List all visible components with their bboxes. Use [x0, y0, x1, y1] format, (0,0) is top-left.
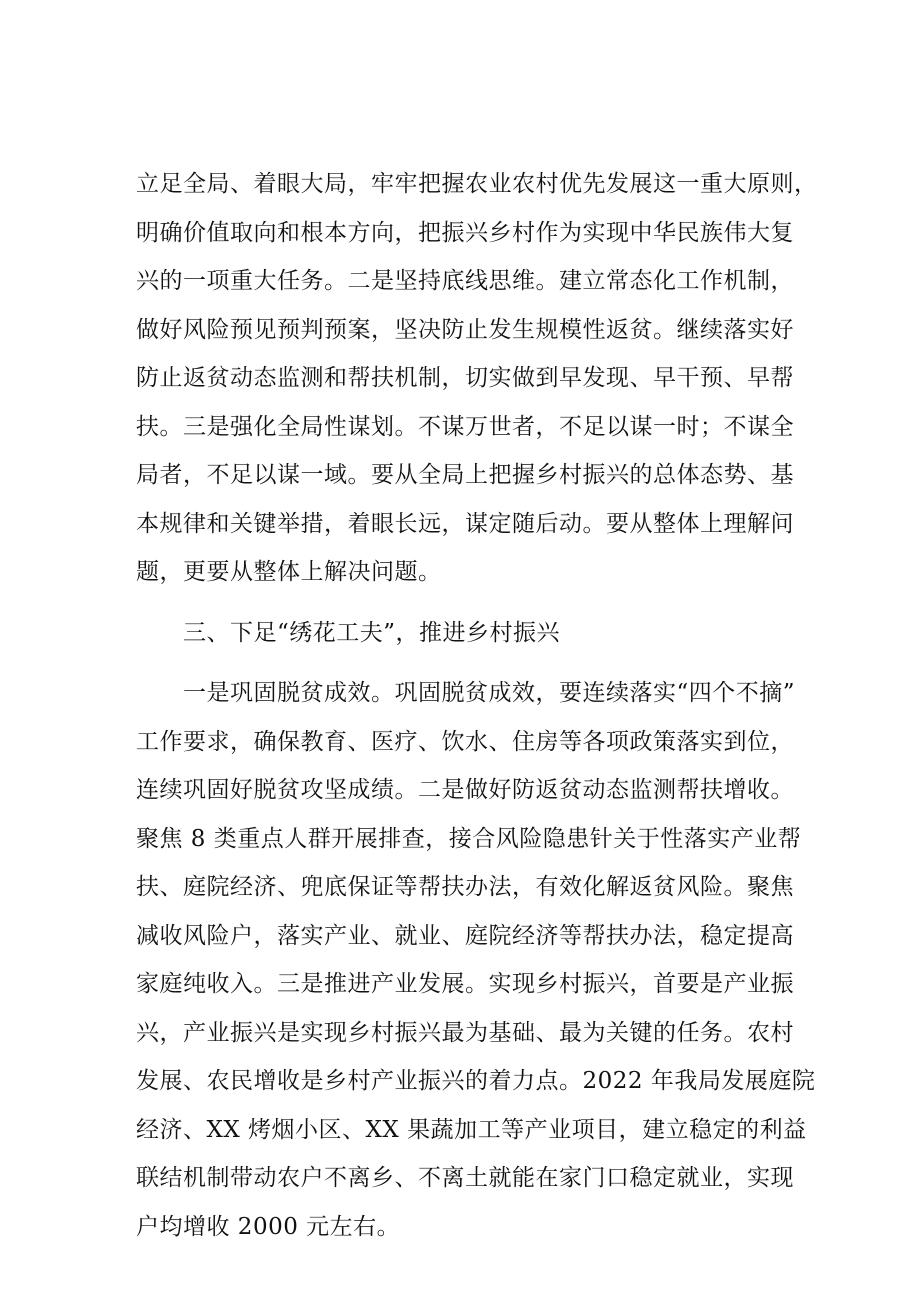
- section-heading: 三、下足“绣花工夫”，推进乡村振兴: [136, 619, 561, 646]
- text-line: 发展、农民增收是乡村产业振兴的着力点。2022 年我局发展庭院: [136, 1068, 816, 1094]
- text-line: 扶、庭院经济、兜底保证等帮扶办法，有效化解返贫风险。聚焦: [136, 874, 794, 900]
- paragraph-spacer: [136, 597, 796, 609]
- text-line: 减收风险户，落实产业、就业、庭院经济等帮扶办法，稳定提高: [136, 922, 794, 949]
- text-line: 联结机制带动农户不离乡、不离土就能在家门口稳定就业，实现: [136, 1165, 794, 1191]
- paragraph-spacer: [136, 657, 796, 669]
- paragraph-1: [136, 160, 818, 597]
- text-line: 本规律和关键举措，着眼长远，谋定随后动。要从整体上理解问: [136, 510, 794, 537]
- text-line: 局者，不足以谋一域。要从全局上把握乡村振兴的总体态势、基: [136, 462, 794, 488]
- paragraph-2: [136, 669, 816, 1251]
- text-line: 家庭纯收入。三是推进产业发展。实现乡村振兴，首要是产业振: [136, 971, 794, 997]
- text-line: 一是巩固脱贫成效。巩固脱贫成效，要连续落实“四个不摘”: [136, 680, 796, 706]
- text-line: 防止返贫动态监测和帮扶机制，切实做到早发现、早干预、早帮: [136, 365, 794, 391]
- text-line: 兴的一项重大任务。二是坚持底线思维。建立常态化工作机制，: [136, 268, 794, 294]
- text-line: 扶。三是强化全局性谋划。不谋万世者，不足以谋一时；不谋全: [136, 413, 794, 440]
- text-line: 做好风险预见预判预案，坚决防止发生规模性返贫。继续落实好: [136, 316, 794, 343]
- text-line: 经济、XX 烤烟小区、XX 果蔬加工等产业项目，建立稳定的利益: [136, 1116, 807, 1143]
- text-line: 兴，产业振兴是实现乡村振兴最为基础、最为关键的任务。农村: [136, 1019, 794, 1046]
- text-line: 明确价值取向和根本方向，把振兴乡村作为实现中华民族伟大复: [136, 219, 794, 246]
- document-body: [136, 160, 818, 1251]
- text-line: 立足全局、着眼大局，牢牢把握农业农村优先发展这一重大原则，: [136, 171, 818, 197]
- text-line: 聚焦 8 类重点人群开展排查，接合风险隐患针关于性落实产业帮: [136, 825, 802, 852]
- text-line: 题，更要从整体上解决问题。: [136, 559, 442, 585]
- text-line: 户均增收 2000 元左右。: [136, 1213, 401, 1240]
- text-line: 工作要求，确保教育、医疗、饮水、住房等各项政策落实到位，: [136, 728, 794, 755]
- text-line: 连续巩固好脱贫攻坚成绩。二是做好防返贫动态监测帮扶增收。: [136, 777, 794, 803]
